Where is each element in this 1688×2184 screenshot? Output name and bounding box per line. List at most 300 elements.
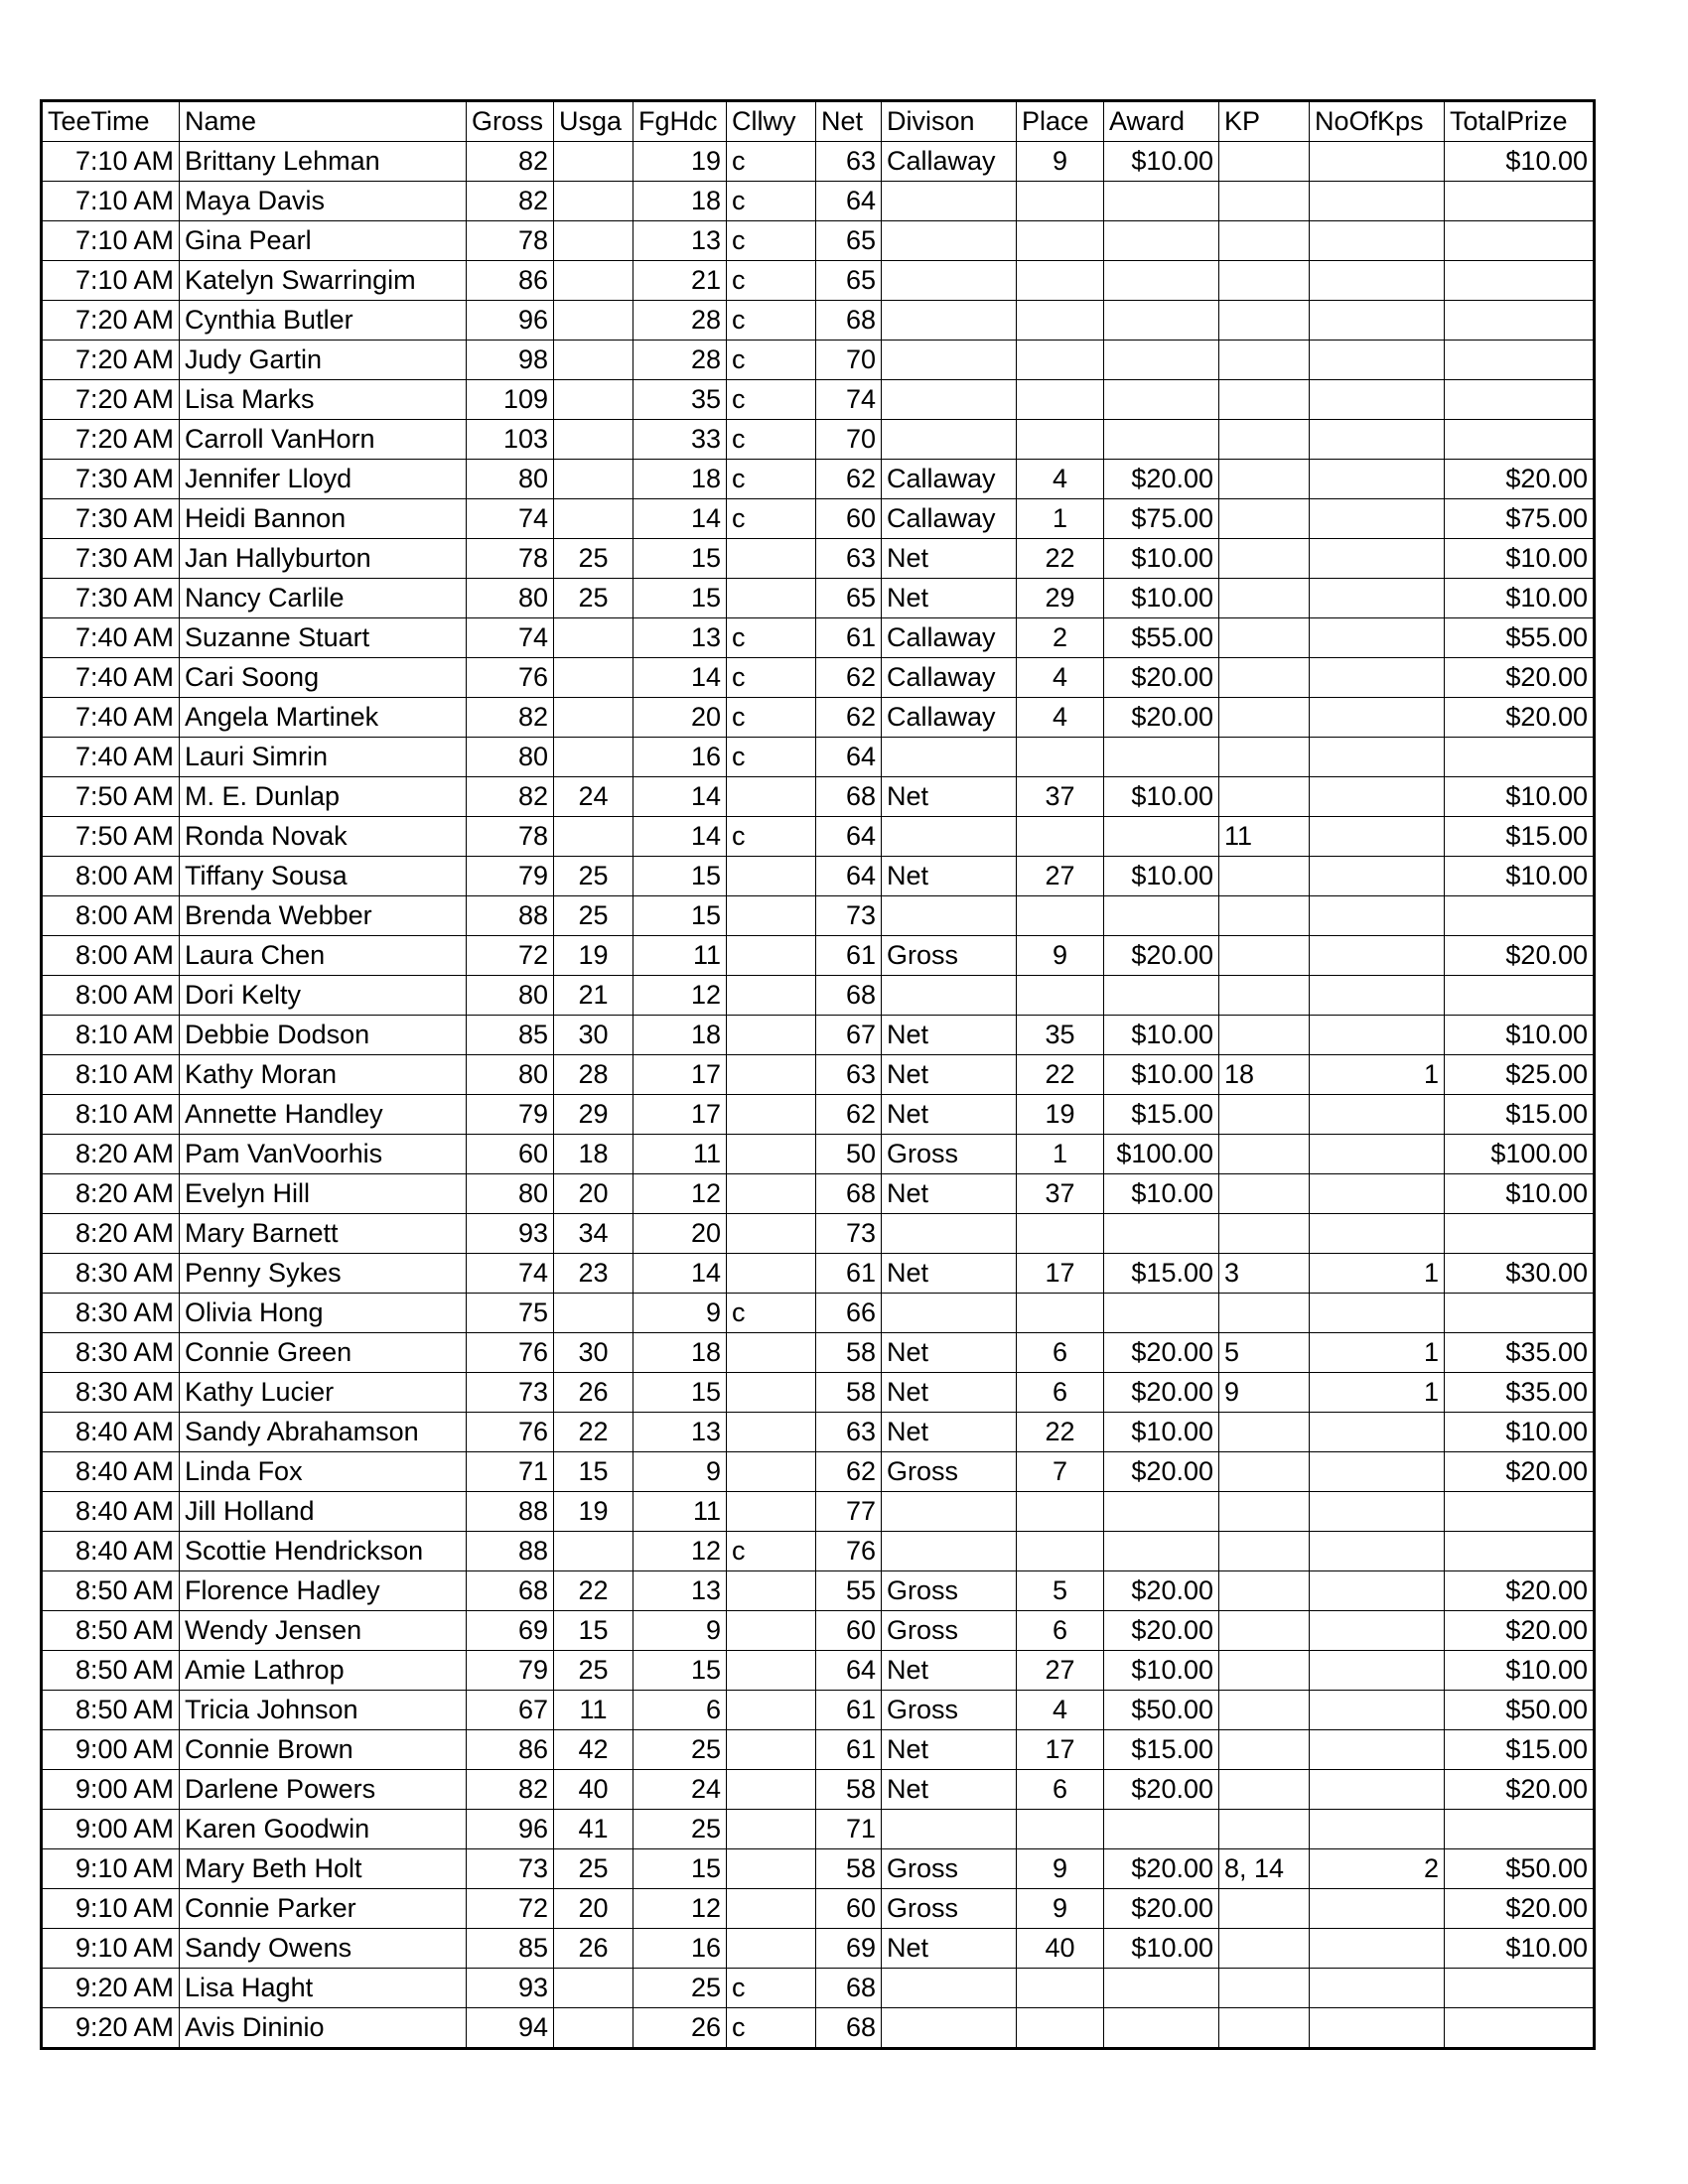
cell-teetime: 7:20 AM [42, 380, 180, 420]
cell-fghdc: 16 [633, 738, 727, 777]
cell-net: 50 [816, 1135, 882, 1174]
cell-fghdc: 28 [633, 341, 727, 380]
cell-name: Ronda Novak [180, 817, 467, 857]
cell-kp [1219, 777, 1310, 817]
cell-gross: 73 [467, 1373, 554, 1413]
cell-gross: 60 [467, 1135, 554, 1174]
cell-divison [882, 341, 1017, 380]
cell-usga [554, 817, 633, 857]
cell-kp: 8, 14 [1219, 1849, 1310, 1889]
cell-award: $15.00 [1104, 1095, 1219, 1135]
cell-net: 68 [816, 1174, 882, 1214]
cell-usga: 25 [554, 1849, 633, 1889]
cell-gross: 94 [467, 2008, 554, 2049]
cell-award [1104, 1810, 1219, 1849]
cell-place: 17 [1017, 1254, 1104, 1294]
cell-usga [554, 2008, 633, 2049]
cell-net: 61 [816, 936, 882, 976]
cell-name: Lauri Simrin [180, 738, 467, 777]
cell-net: 60 [816, 499, 882, 539]
cell-place [1017, 301, 1104, 341]
cell-place [1017, 182, 1104, 221]
cell-net: 64 [816, 738, 882, 777]
cell-kp [1219, 261, 1310, 301]
table-row [42, 1214, 1595, 1254]
cell-divison: Net [882, 777, 1017, 817]
cell-teetime: 8:30 AM [42, 1254, 180, 1294]
cell-totalprize: $15.00 [1445, 817, 1595, 857]
cell-gross: 78 [467, 221, 554, 261]
cell-award: $20.00 [1104, 1611, 1219, 1651]
cell-totalprize: $30.00 [1445, 1254, 1595, 1294]
cell-fghdc: 20 [633, 1214, 727, 1254]
cell-teetime: 8:30 AM [42, 1373, 180, 1413]
cell-gross: 76 [467, 1333, 554, 1373]
cell-totalprize: $10.00 [1445, 1651, 1595, 1691]
cell-divison: Net [882, 1651, 1017, 1691]
cell-gross: 79 [467, 1095, 554, 1135]
cell-totalprize: $20.00 [1445, 936, 1595, 976]
cell-teetime: 7:10 AM [42, 261, 180, 301]
cell-kp [1219, 2008, 1310, 2049]
cell-name: Sandy Owens [180, 1929, 467, 1969]
table-row [42, 738, 1595, 777]
cell-fghdc: 19 [633, 142, 727, 182]
table-row [42, 142, 1595, 182]
cell-award: $10.00 [1104, 579, 1219, 618]
cell-totalprize: $50.00 [1445, 1691, 1595, 1730]
cell-award [1104, 738, 1219, 777]
cell-net: 61 [816, 618, 882, 658]
cell-place: 19 [1017, 1095, 1104, 1135]
cell-teetime: 7:20 AM [42, 341, 180, 380]
cell-gross: 103 [467, 420, 554, 460]
cell-gross: 74 [467, 1254, 554, 1294]
cell-noofkps [1310, 976, 1445, 1016]
cell-noofkps [1310, 1492, 1445, 1532]
cell-teetime: 7:40 AM [42, 698, 180, 738]
cell-divison: Net [882, 1333, 1017, 1373]
cell-award: $50.00 [1104, 1691, 1219, 1730]
cell-cllwy [727, 1333, 816, 1373]
header-kp: KP [1219, 101, 1310, 142]
cell-kp: 9 [1219, 1373, 1310, 1413]
cell-usga [554, 341, 633, 380]
cell-cllwy: c [727, 301, 816, 341]
cell-award [1104, 1492, 1219, 1532]
cell-place: 4 [1017, 460, 1104, 499]
cell-kp: 11 [1219, 817, 1310, 857]
cell-net: 73 [816, 896, 882, 936]
cell-award [1104, 976, 1219, 1016]
cell-noofkps [1310, 1810, 1445, 1849]
cell-award: $55.00 [1104, 618, 1219, 658]
cell-award: $10.00 [1104, 1413, 1219, 1452]
cell-place: 9 [1017, 1889, 1104, 1929]
cell-totalprize: $10.00 [1445, 1016, 1595, 1055]
cell-usga: 20 [554, 1889, 633, 1929]
table-row [42, 896, 1595, 936]
cell-totalprize: $75.00 [1445, 499, 1595, 539]
cell-name: Jill Holland [180, 1492, 467, 1532]
cell-gross: 76 [467, 658, 554, 698]
cell-divison [882, 261, 1017, 301]
cell-fghdc: 33 [633, 420, 727, 460]
cell-fghdc: 17 [633, 1055, 727, 1095]
cell-place [1017, 221, 1104, 261]
header-teetime: TeeTime [42, 101, 180, 142]
cell-totalprize [1445, 182, 1595, 221]
cell-noofkps [1310, 2008, 1445, 2049]
cell-teetime: 7:20 AM [42, 420, 180, 460]
cell-gross: 96 [467, 301, 554, 341]
cell-usga [554, 658, 633, 698]
cell-net: 68 [816, 1969, 882, 2008]
cell-usga: 25 [554, 896, 633, 936]
cell-teetime: 8:40 AM [42, 1492, 180, 1532]
cell-noofkps [1310, 936, 1445, 976]
cell-place [1017, 1214, 1104, 1254]
table-row [42, 1810, 1595, 1849]
cell-award: $15.00 [1104, 1730, 1219, 1770]
cell-teetime: 9:10 AM [42, 1929, 180, 1969]
table-row [42, 182, 1595, 221]
cell-name: Dori Kelty [180, 976, 467, 1016]
cell-fghdc: 25 [633, 1730, 727, 1770]
cell-gross: 74 [467, 618, 554, 658]
cell-gross: 79 [467, 857, 554, 896]
cell-divison [882, 976, 1017, 1016]
cell-usga [554, 380, 633, 420]
table-row [42, 1413, 1595, 1452]
cell-usga [554, 221, 633, 261]
cell-kp [1219, 341, 1310, 380]
table-row [42, 460, 1595, 499]
cell-award [1104, 420, 1219, 460]
table-row [42, 1691, 1595, 1730]
cell-net: 58 [816, 1373, 882, 1413]
table-row [42, 1294, 1595, 1333]
header-place: Place [1017, 101, 1104, 142]
cell-place [1017, 1810, 1104, 1849]
cell-place: 1 [1017, 499, 1104, 539]
cell-net: 61 [816, 1254, 882, 1294]
cell-kp [1219, 976, 1310, 1016]
cell-award: $10.00 [1104, 1174, 1219, 1214]
cell-teetime: 8:10 AM [42, 1016, 180, 1055]
cell-noofkps [1310, 1969, 1445, 2008]
cell-kp [1219, 301, 1310, 341]
cell-divison: Net [882, 1095, 1017, 1135]
cell-divison: Gross [882, 1691, 1017, 1730]
cell-totalprize: $50.00 [1445, 1849, 1595, 1889]
cell-kp [1219, 658, 1310, 698]
cell-cllwy [727, 1849, 816, 1889]
cell-totalprize [1445, 1492, 1595, 1532]
cell-totalprize [1445, 221, 1595, 261]
table-row [42, 301, 1595, 341]
cell-teetime: 9:10 AM [42, 1849, 180, 1889]
cell-place [1017, 817, 1104, 857]
cell-noofkps [1310, 499, 1445, 539]
cell-name: Kathy Lucier [180, 1373, 467, 1413]
header-gross: Gross [467, 101, 554, 142]
cell-place: 35 [1017, 1016, 1104, 1055]
cell-award [1104, 301, 1219, 341]
cell-net: 73 [816, 1214, 882, 1254]
cell-kp [1219, 936, 1310, 976]
cell-teetime: 7:10 AM [42, 142, 180, 182]
cell-place [1017, 261, 1104, 301]
cell-divison [882, 1810, 1017, 1849]
cell-name: Kathy Moran [180, 1055, 467, 1095]
cell-noofkps [1310, 182, 1445, 221]
cell-noofkps [1310, 1730, 1445, 1770]
cell-name: Evelyn Hill [180, 1174, 467, 1214]
cell-divison [882, 1969, 1017, 2008]
cell-net: 62 [816, 1452, 882, 1492]
cell-gross: 88 [467, 1532, 554, 1571]
cell-award [1104, 1969, 1219, 2008]
cell-totalprize: $10.00 [1445, 1174, 1595, 1214]
cell-divison: Callaway [882, 142, 1017, 182]
cell-divison [882, 1214, 1017, 1254]
cell-net: 63 [816, 1413, 882, 1452]
table-body [42, 142, 1595, 2049]
cell-award: $20.00 [1104, 1373, 1219, 1413]
table-row [42, 221, 1595, 261]
header-totalprize: TotalPrize [1445, 101, 1595, 142]
cell-net: 64 [816, 1651, 882, 1691]
cell-name: Florence Hadley [180, 1571, 467, 1611]
cell-name: Lisa Haght [180, 1969, 467, 2008]
cell-usga: 22 [554, 1413, 633, 1452]
cell-kp [1219, 1810, 1310, 1849]
cell-teetime: 7:10 AM [42, 221, 180, 261]
table-row [42, 698, 1595, 738]
cell-totalprize [1445, 301, 1595, 341]
cell-cllwy: c [727, 658, 816, 698]
cell-divison [882, 1532, 1017, 1571]
cell-award: $10.00 [1104, 777, 1219, 817]
cell-award: $20.00 [1104, 1571, 1219, 1611]
cell-teetime: 9:20 AM [42, 1969, 180, 2008]
cell-kp [1219, 1889, 1310, 1929]
cell-cllwy [727, 1373, 816, 1413]
cell-fghdc: 14 [633, 1254, 727, 1294]
cell-noofkps [1310, 1691, 1445, 1730]
cell-usga: 25 [554, 539, 633, 579]
cell-net: 64 [816, 817, 882, 857]
cell-name: Darlene Powers [180, 1770, 467, 1810]
cell-divison: Callaway [882, 460, 1017, 499]
cell-fghdc: 15 [633, 1373, 727, 1413]
cell-totalprize: $20.00 [1445, 1452, 1595, 1492]
cell-teetime: 7:40 AM [42, 618, 180, 658]
cell-fghdc: 14 [633, 499, 727, 539]
cell-divison: Gross [882, 936, 1017, 976]
cell-kp [1219, 1095, 1310, 1135]
cell-divison: Net [882, 1373, 1017, 1413]
cell-divison: Gross [882, 1611, 1017, 1651]
cell-cllwy: c [727, 261, 816, 301]
cell-divison: Gross [882, 1849, 1017, 1889]
cell-award: $10.00 [1104, 1651, 1219, 1691]
cell-gross: 80 [467, 460, 554, 499]
cell-net: 63 [816, 1055, 882, 1095]
cell-teetime: 7:50 AM [42, 777, 180, 817]
cell-teetime: 8:30 AM [42, 1294, 180, 1333]
cell-cllwy [727, 896, 816, 936]
cell-net: 63 [816, 142, 882, 182]
table-row [42, 1174, 1595, 1214]
cell-fghdc: 15 [633, 579, 727, 618]
cell-cllwy: c [727, 1532, 816, 1571]
cell-divison [882, 221, 1017, 261]
cell-teetime: 7:40 AM [42, 658, 180, 698]
cell-teetime: 8:40 AM [42, 1452, 180, 1492]
cell-usga: 40 [554, 1770, 633, 1810]
cell-fghdc: 9 [633, 1294, 727, 1333]
cell-totalprize: $55.00 [1445, 618, 1595, 658]
cell-cllwy: c [727, 420, 816, 460]
cell-noofkps [1310, 142, 1445, 182]
cell-noofkps [1310, 420, 1445, 460]
cell-award: $20.00 [1104, 460, 1219, 499]
cell-name: Cynthia Butler [180, 301, 467, 341]
cell-net: 61 [816, 1730, 882, 1770]
cell-divison [882, 1492, 1017, 1532]
cell-net: 58 [816, 1849, 882, 1889]
cell-net: 62 [816, 698, 882, 738]
cell-award: $20.00 [1104, 698, 1219, 738]
cell-gross: 98 [467, 341, 554, 380]
table-row [42, 936, 1595, 976]
cell-net: 65 [816, 579, 882, 618]
header-award: Award [1104, 101, 1219, 142]
cell-divison: Gross [882, 1135, 1017, 1174]
cell-cllwy: c [727, 1294, 816, 1333]
cell-place: 9 [1017, 1849, 1104, 1889]
cell-gross: 67 [467, 1691, 554, 1730]
cell-gross: 86 [467, 261, 554, 301]
cell-name: Nancy Carlile [180, 579, 467, 618]
cell-place: 4 [1017, 698, 1104, 738]
cell-cllwy [727, 1174, 816, 1214]
cell-place: 29 [1017, 579, 1104, 618]
cell-totalprize: $20.00 [1445, 658, 1595, 698]
cell-fghdc: 13 [633, 1413, 727, 1452]
cell-award: $10.00 [1104, 1055, 1219, 1095]
cell-name: Connie Green [180, 1333, 467, 1373]
cell-usga [554, 460, 633, 499]
cell-noofkps [1310, 1651, 1445, 1691]
cell-cllwy: c [727, 618, 816, 658]
cell-noofkps [1310, 341, 1445, 380]
table-row [42, 1929, 1595, 1969]
table-row [42, 1969, 1595, 2008]
table-row [42, 1849, 1595, 1889]
cell-totalprize [1445, 1532, 1595, 1571]
cell-cllwy [727, 976, 816, 1016]
cell-name: Penny Sykes [180, 1254, 467, 1294]
cell-noofkps [1310, 1016, 1445, 1055]
cell-noofkps: 1 [1310, 1333, 1445, 1373]
cell-totalprize: $10.00 [1445, 857, 1595, 896]
cell-award [1104, 341, 1219, 380]
cell-gross: 88 [467, 1492, 554, 1532]
cell-net: 66 [816, 1294, 882, 1333]
table-row [42, 1373, 1595, 1413]
cell-fghdc: 15 [633, 1849, 727, 1889]
table-row [42, 1611, 1595, 1651]
cell-totalprize: $20.00 [1445, 1770, 1595, 1810]
cell-award [1104, 2008, 1219, 2049]
cell-name: Amie Lathrop [180, 1651, 467, 1691]
cell-place [1017, 1532, 1104, 1571]
cell-teetime: 9:00 AM [42, 1730, 180, 1770]
cell-totalprize: $35.00 [1445, 1333, 1595, 1373]
cell-place: 5 [1017, 1571, 1104, 1611]
cell-award: $20.00 [1104, 1849, 1219, 1889]
cell-usga: 20 [554, 1174, 633, 1214]
cell-gross: 82 [467, 777, 554, 817]
cell-award [1104, 1532, 1219, 1571]
header-cllwy: Cllwy [727, 101, 816, 142]
cell-name: Olivia Hong [180, 1294, 467, 1333]
cell-gross: 78 [467, 539, 554, 579]
table-row [42, 976, 1595, 1016]
cell-net: 68 [816, 301, 882, 341]
cell-gross: 72 [467, 936, 554, 976]
cell-cllwy [727, 1770, 816, 1810]
cell-place [1017, 1969, 1104, 2008]
cell-cllwy [727, 1651, 816, 1691]
cell-award: $20.00 [1104, 1452, 1219, 1492]
cell-cllwy: c [727, 499, 816, 539]
cell-teetime: 7:40 AM [42, 738, 180, 777]
table-row [42, 1651, 1595, 1691]
cell-divison [882, 817, 1017, 857]
cell-net: 58 [816, 1770, 882, 1810]
cell-teetime: 8:40 AM [42, 1413, 180, 1452]
cell-usga: 41 [554, 1810, 633, 1849]
cell-place: 9 [1017, 142, 1104, 182]
cell-noofkps [1310, 261, 1445, 301]
cell-net: 68 [816, 777, 882, 817]
cell-name: Laura Chen [180, 936, 467, 976]
cell-totalprize [1445, 380, 1595, 420]
table-row [42, 1571, 1595, 1611]
cell-kp [1219, 1294, 1310, 1333]
cell-place: 2 [1017, 618, 1104, 658]
cell-place: 37 [1017, 1174, 1104, 1214]
cell-place [1017, 420, 1104, 460]
results-table [40, 99, 1596, 2050]
cell-place [1017, 1492, 1104, 1532]
cell-usga: 15 [554, 1611, 633, 1651]
cell-usga: 24 [554, 777, 633, 817]
cell-cllwy [727, 1214, 816, 1254]
cell-totalprize: $20.00 [1445, 460, 1595, 499]
cell-teetime: 8:50 AM [42, 1691, 180, 1730]
cell-divison: Net [882, 857, 1017, 896]
cell-name: Mary Beth Holt [180, 1849, 467, 1889]
table-row [42, 658, 1595, 698]
cell-fghdc: 28 [633, 301, 727, 341]
cell-gross: 82 [467, 142, 554, 182]
cell-kp [1219, 1452, 1310, 1492]
